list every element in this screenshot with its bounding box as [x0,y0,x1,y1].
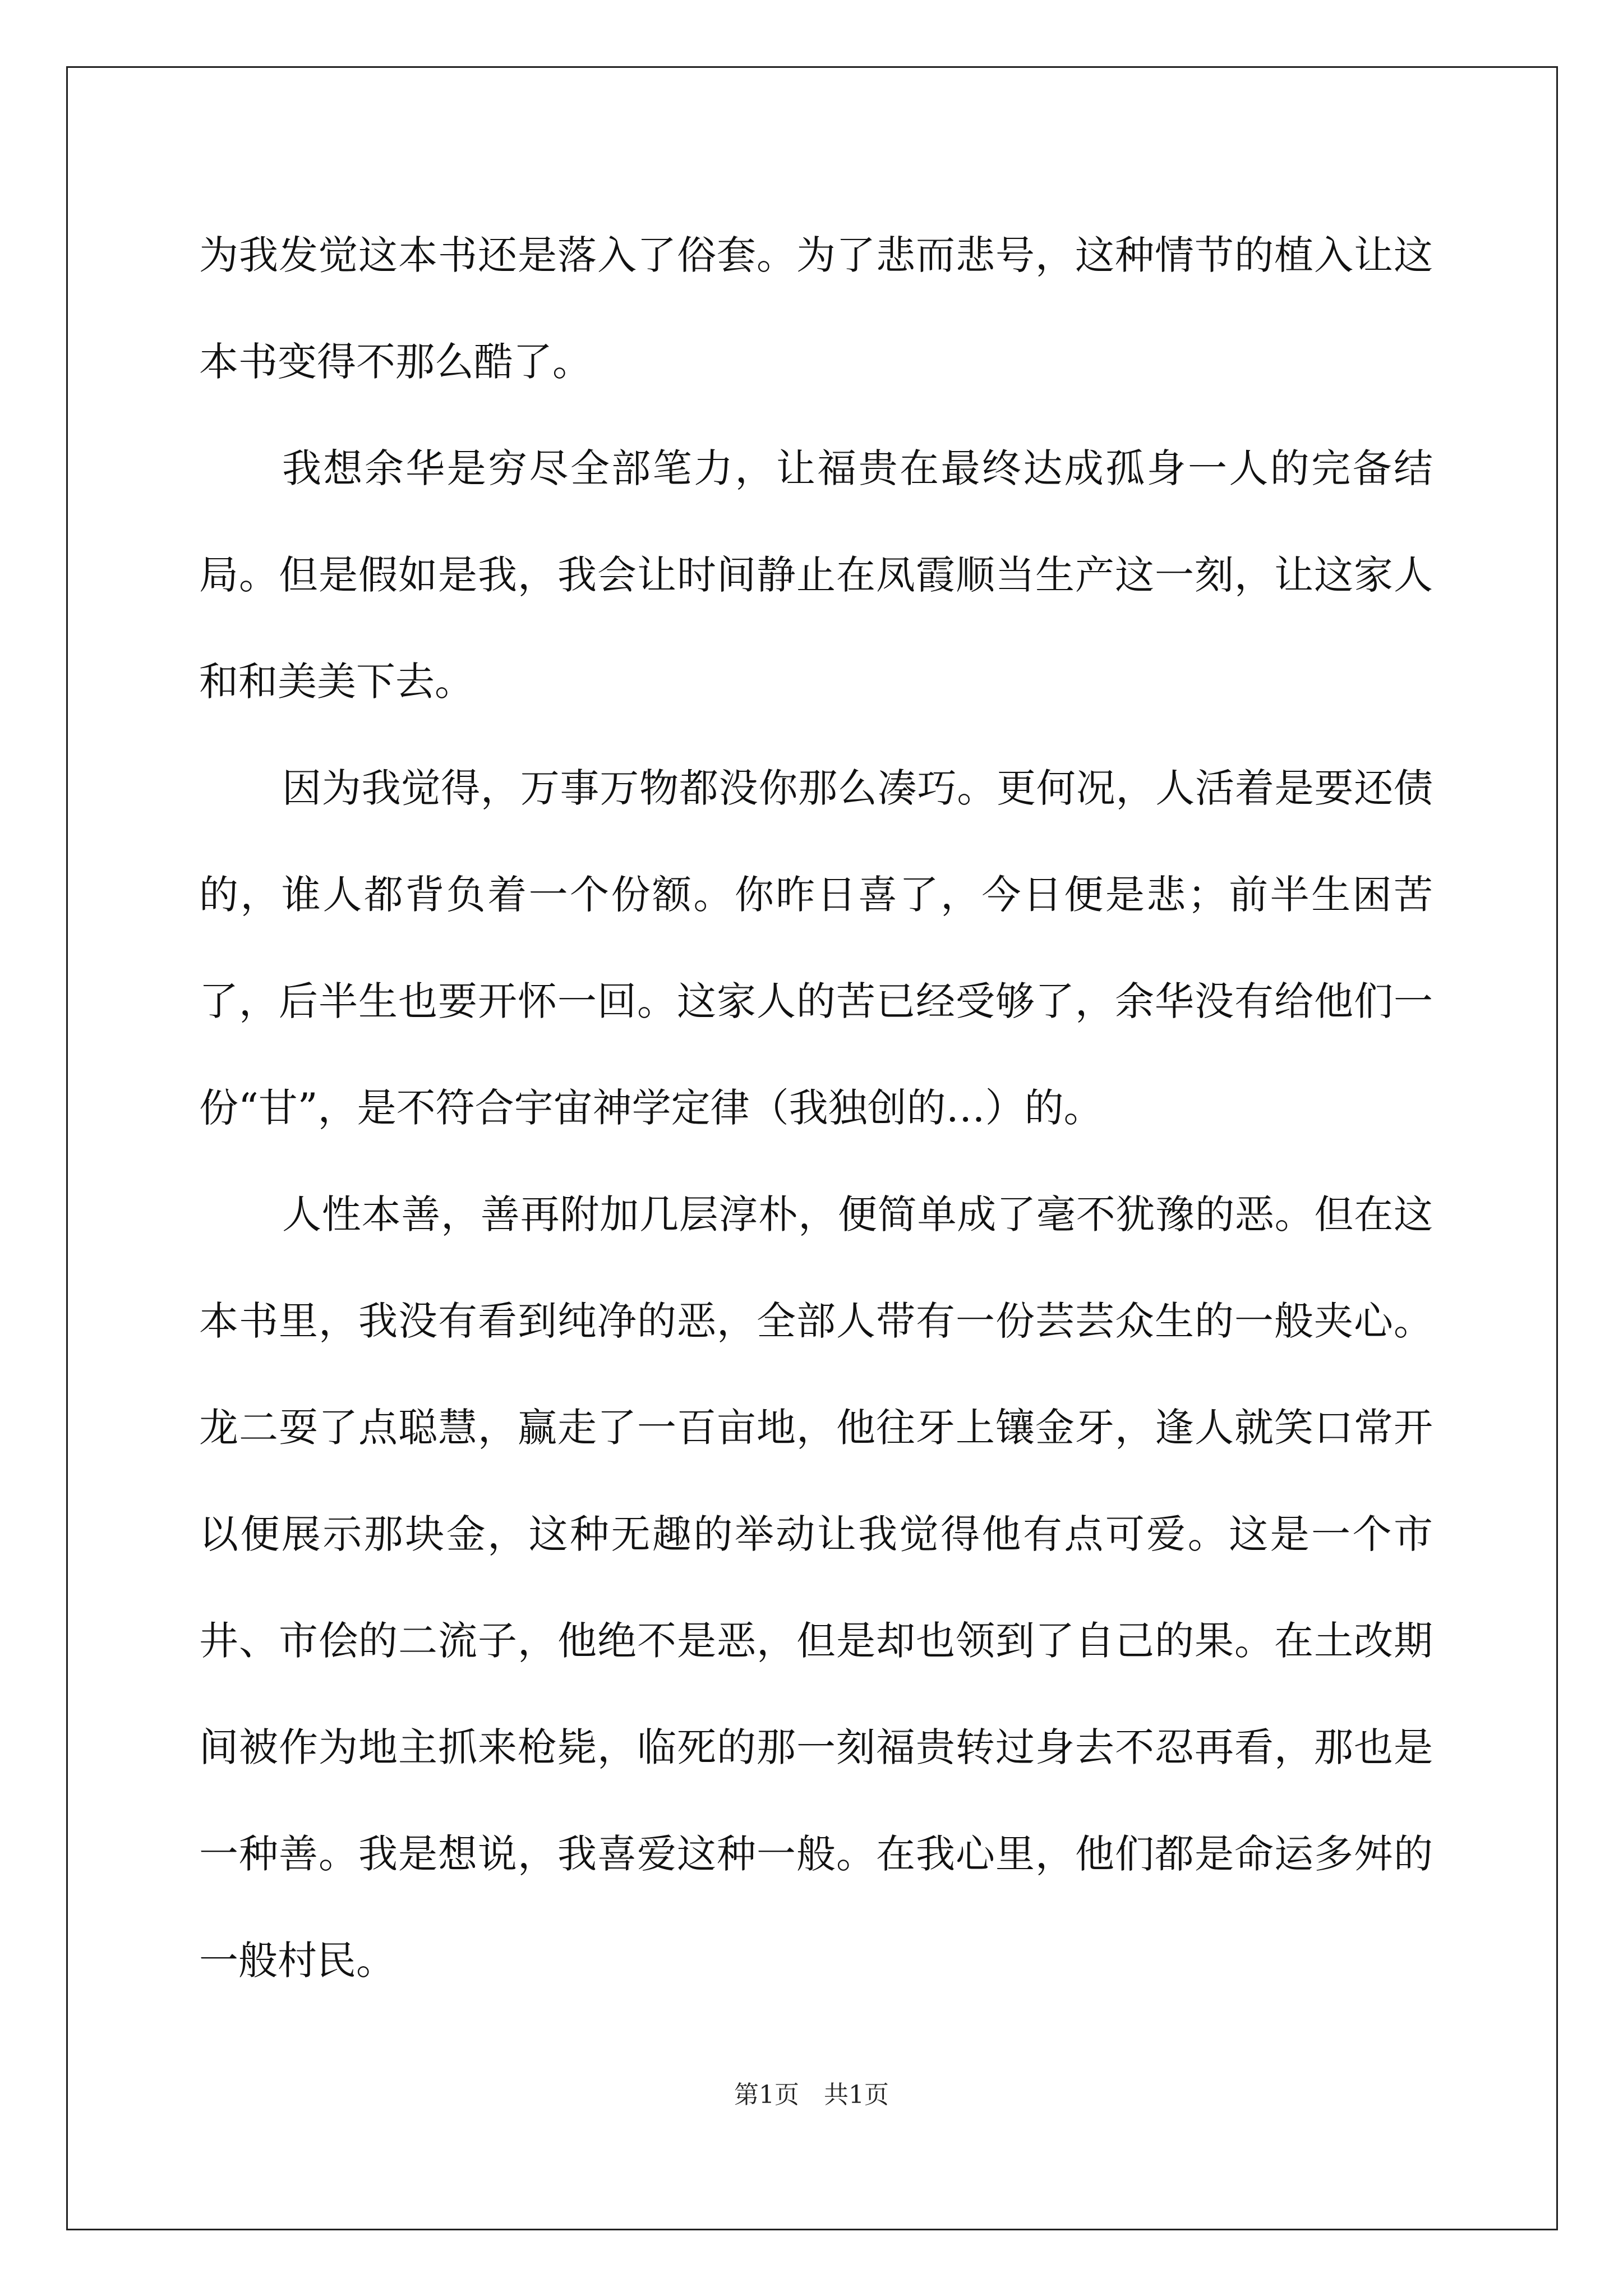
page-number-footer: 第1页 共1页 [734,2081,889,2109]
paragraph-2: 我想余华是穷尽全部笔力，让福贵在最终达成孤身一人的完备结局。但是假如是我，我会让时间静止在凤霞顺当生产这一刻，让这家人和和美美下去。 [199,445,1433,705]
paragraph-1: 为我发觉这本书还是落入了俗套。为了悲而悲号，这种情节的植入让这本书变得不那么酷了。 [199,232,1433,385]
document-body [199,208,1433,2014]
paragraph-3: 因为我觉得，万事万物都没你那么凑巧。更何况，人活着是要还债的，谁人都背负着一个份额。你昨日喜了，今日便是悲；前半生困苦了，后半生也要开怀一回。这家人的苦已经受够了，余华没有给他们一份“甘”，是不符合宇宙神学定律（我独创的…）的。 [199,765,1433,1131]
paragraph-4: 人性本善，善再附加几层淳朴，便简单成了毫不犹豫的恶。但在这本书里，我没有看到纯净的恶，全部人带有一份芸芸众生的一般夹心。龙二耍了点聪慧，赢走了一百亩地，他往牙上镶金牙，逢人就笑口常开以便展示那块金，这种无趣的举动让我觉得他有点可爱。这是一个市井、市侩的二流子，他绝不是恶，但是却也领到了自己的果。在土改期间被作为地主抓来枪毙，临死的那一刻福贵转过身去不忍再看，那也是一种善。我是想说，我喜爱这种一般。在我心里，他们都是命运多舛的一般村民。 [199,1191,1433,1984]
